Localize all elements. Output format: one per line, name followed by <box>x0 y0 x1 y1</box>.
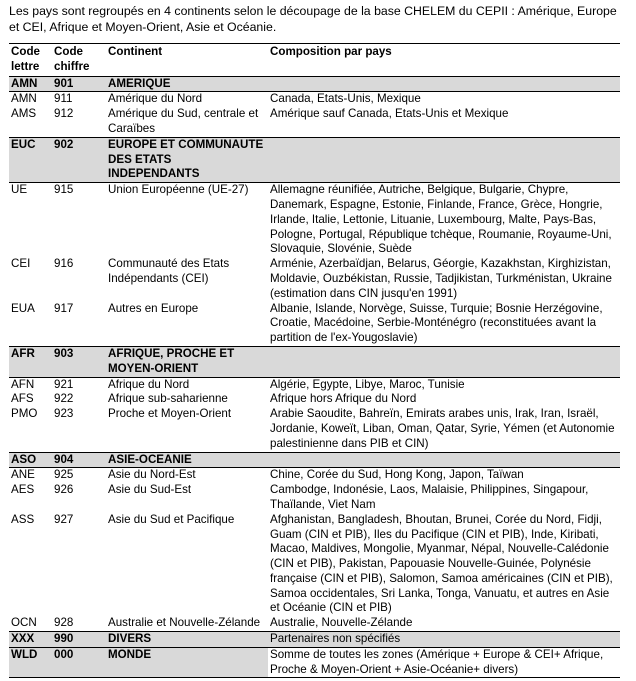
cell-code-lettre: WLD <box>9 647 52 678</box>
cell-continent: ASIE-OCEANIE <box>106 452 268 468</box>
cell-code-lettre: OCN <box>11 616 37 630</box>
cell-composition <box>268 76 620 92</box>
header-continent: Continent <box>106 44 268 77</box>
cell-continent: AFRIQUE, PROCHE ET MOYEN-ORIENT <box>106 346 268 377</box>
composition-table <box>9 43 620 678</box>
cell-composition: Australie, Nouvelle-Zélande <box>270 616 413 630</box>
header-composition: Composition par pays <box>268 44 620 77</box>
continent-row <box>9 452 620 468</box>
table-row <box>9 513 620 617</box>
cell-continent: Amérique du Nord <box>108 92 203 106</box>
cell-continent: MONDE <box>106 647 268 678</box>
cell-continent: Asie du Sud et Pacifique <box>108 512 235 526</box>
table-row <box>9 377 620 392</box>
cell-code-lettre: ASS <box>11 512 35 526</box>
cell-continent: Union Européenne (UE-27) <box>108 183 249 197</box>
cell-continent: Afrique du Nord <box>108 377 190 391</box>
cell-composition: Somme de toutes les zones (Amérique + Europe & CEI+ Afrique, Proche & Moyen-Orient + Asie-Océanie+ divers) <box>268 647 620 678</box>
cell-code-lettre: AES <box>11 483 35 497</box>
cell-code-lettre: AMS <box>11 107 37 121</box>
cell-code-lettre: AFS <box>11 392 34 406</box>
cell-code-chiffre: 921 <box>54 377 74 391</box>
continent-row <box>9 632 620 648</box>
cell-composition: Arabie Saoudite, Bahreïn, Emirats arabes unis, Irak, Iran, Israël, Jordanie, Koweït, Liban, Oman, Qatar, Syrie, Yémen (et Autonomie palestinienne dans PIB et CIN) <box>270 407 615 450</box>
table-row <box>9 257 620 301</box>
cell-code-chiffre: 902 <box>52 137 106 182</box>
cell-code-lettre: EUC <box>9 137 52 182</box>
cell-code-chiffre: 901 <box>52 76 106 92</box>
cell-code-chiffre: 925 <box>54 468 74 482</box>
cell-code-lettre: AMN <box>9 76 52 92</box>
header-code-chiffre: Code chiffre <box>52 44 106 77</box>
cell-code-lettre: AFN <box>11 377 35 391</box>
cell-continent: EUROPE ET COMMUNAUTE DES ETATS INDEPENDANTS <box>106 137 268 182</box>
table-row <box>9 302 620 347</box>
cell-code-chiffre: 990 <box>52 632 106 648</box>
cell-composition: Allemagne réunifiée, Autriche, Belgique, Bulgarie, Chypre, Danemark, Espagne, Estonie, Finlande, France, Grèce, Hongrie, Irlande, Italie, Lettonie, Lituanie, Luxembourg, Malte, Pays-Bas, Pologne, Portugal, République tchèque, Roumanie, Royaume-Uni, Slovaquie, Slovénie, Suède <box>270 183 612 256</box>
cell-code-chiffre: 912 <box>54 107 74 121</box>
cell-continent: Australie et Nouvelle-Zélande <box>108 616 261 630</box>
cell-composition: Chine, Corée du Sud, Hong Kong, Japon, Taïwan <box>270 468 524 482</box>
table-row <box>9 616 620 631</box>
cell-code-chiffre: 922 <box>54 392 74 406</box>
cell-composition: Canada, Etats-Unis, Mexique <box>270 92 421 106</box>
cell-code-chiffre: 903 <box>52 346 106 377</box>
cell-code-chiffre: 915 <box>54 183 74 197</box>
cell-composition: Afrique hors Afrique du Nord <box>270 392 417 406</box>
cell-continent: DIVERS <box>106 632 268 648</box>
cell-continent: Autres en Europe <box>108 301 199 315</box>
cell-continent: Proche et Moyen-Orient <box>108 407 232 421</box>
cell-code-chiffre: 904 <box>52 452 106 468</box>
table-row <box>9 92 620 107</box>
cell-continent: Afrique sub-saharienne <box>108 392 228 406</box>
table-row <box>9 407 620 452</box>
cell-code-lettre: ASO <box>9 452 52 468</box>
cell-code-chiffre: 917 <box>54 301 74 315</box>
table-header-row <box>9 44 620 77</box>
continent-row <box>9 76 620 92</box>
table-body <box>9 76 620 678</box>
cell-composition: Afghanistan, Bangladesh, Bhoutan, Brunei, Corée du Nord, Fidji, Guam (CIN et PIB), Iles du Pacifique (CIN et PIB), Inde, Kiribati, Macao, Maldives, Mongolie, Myanmar, Népal, Nouvelle-Calédonie (CIN et PIB), Pakistan, Papouasie Nouvelle-Guinée, Polynésie française (CIN et PIB), Salomon, Samoa américaines (CIN et PIB), Samoa occidentales, Sri Lanka, Tonga, Vanuatu, et autres en Asie et Océanie (CIN et PIB) <box>270 512 613 615</box>
cell-continent: Amérique du Sud, centrale et Caraïbes <box>108 107 259 135</box>
cell-composition: Cambodge, Indonésie, Laos, Malaisie, Philippines, Singapour, Thaïlande, Viet Nam <box>270 483 589 511</box>
cell-code-lettre: XXX <box>9 632 52 648</box>
cell-code-lettre: AMN <box>11 92 37 106</box>
table-row <box>9 107 620 137</box>
header-code-lettre: Code lettre <box>9 44 52 77</box>
cell-code-lettre: EUA <box>11 301 35 315</box>
cell-continent: Asie du Sud-Est <box>108 483 192 497</box>
cell-code-lettre: ANE <box>11 468 35 482</box>
continent-row <box>9 137 620 182</box>
cell-composition: Albanie, Islande, Norvège, Suisse, Turquie; Bosnie Herzégovine, Croatie, Macédoine, Serbie-Monténégro (reconstituées avant la partition de l'ex-Yougoslavie) <box>270 301 603 345</box>
table-row <box>9 392 620 407</box>
cell-code-chiffre: 928 <box>54 616 74 630</box>
cell-composition: Arménie, Azerbaïdjan, Belarus, Géorgie, Kazakhstan, Kirghizistan, Moldavie, Ouzbékistan, Russie, Tadjikistan, Turkménistan, Ukraine (estimation dans CIN jusqu'en 1991) <box>270 257 612 300</box>
cell-code-chiffre: 927 <box>54 512 74 526</box>
continent-row <box>9 346 620 377</box>
cell-code-chiffre: 923 <box>54 407 74 421</box>
cell-code-lettre: AFR <box>9 346 52 377</box>
cell-composition <box>268 346 620 377</box>
cell-composition <box>268 137 620 182</box>
intro-paragraph: Les pays sont regroupés en 4 continents selon le découpage de la base CHELEM du CEPII : Amérique, Europe et CEI, Afrique et Moyen-Orient, Asie et Océanie. <box>9 4 617 34</box>
cell-code-chiffre: 000 <box>52 647 106 678</box>
cell-code-chiffre: 926 <box>54 483 74 497</box>
cell-continent: Communauté des Etats Indépendants (CEI) <box>108 257 230 285</box>
table-row <box>9 468 620 483</box>
cell-composition <box>268 452 620 468</box>
cell-composition: Partenaires non spécifiés <box>268 632 620 648</box>
cell-continent: AMERIQUE <box>106 76 268 92</box>
cell-composition: Algérie, Egypte, Libye, Maroc, Tunisie <box>270 377 465 391</box>
cell-code-lettre: CEI <box>11 257 31 271</box>
continent-row <box>9 647 620 678</box>
cell-composition: Amérique sauf Canada, Etats-Unis et Mexique <box>270 107 509 121</box>
cell-code-lettre: UE <box>11 183 28 197</box>
table-row <box>9 183 620 257</box>
cell-code-lettre: PMO <box>11 407 38 421</box>
table-row <box>9 483 620 513</box>
cell-code-chiffre: 916 <box>54 257 74 271</box>
cell-continent: Asie du Nord-Est <box>108 468 196 482</box>
cell-code-chiffre: 911 <box>54 92 73 106</box>
